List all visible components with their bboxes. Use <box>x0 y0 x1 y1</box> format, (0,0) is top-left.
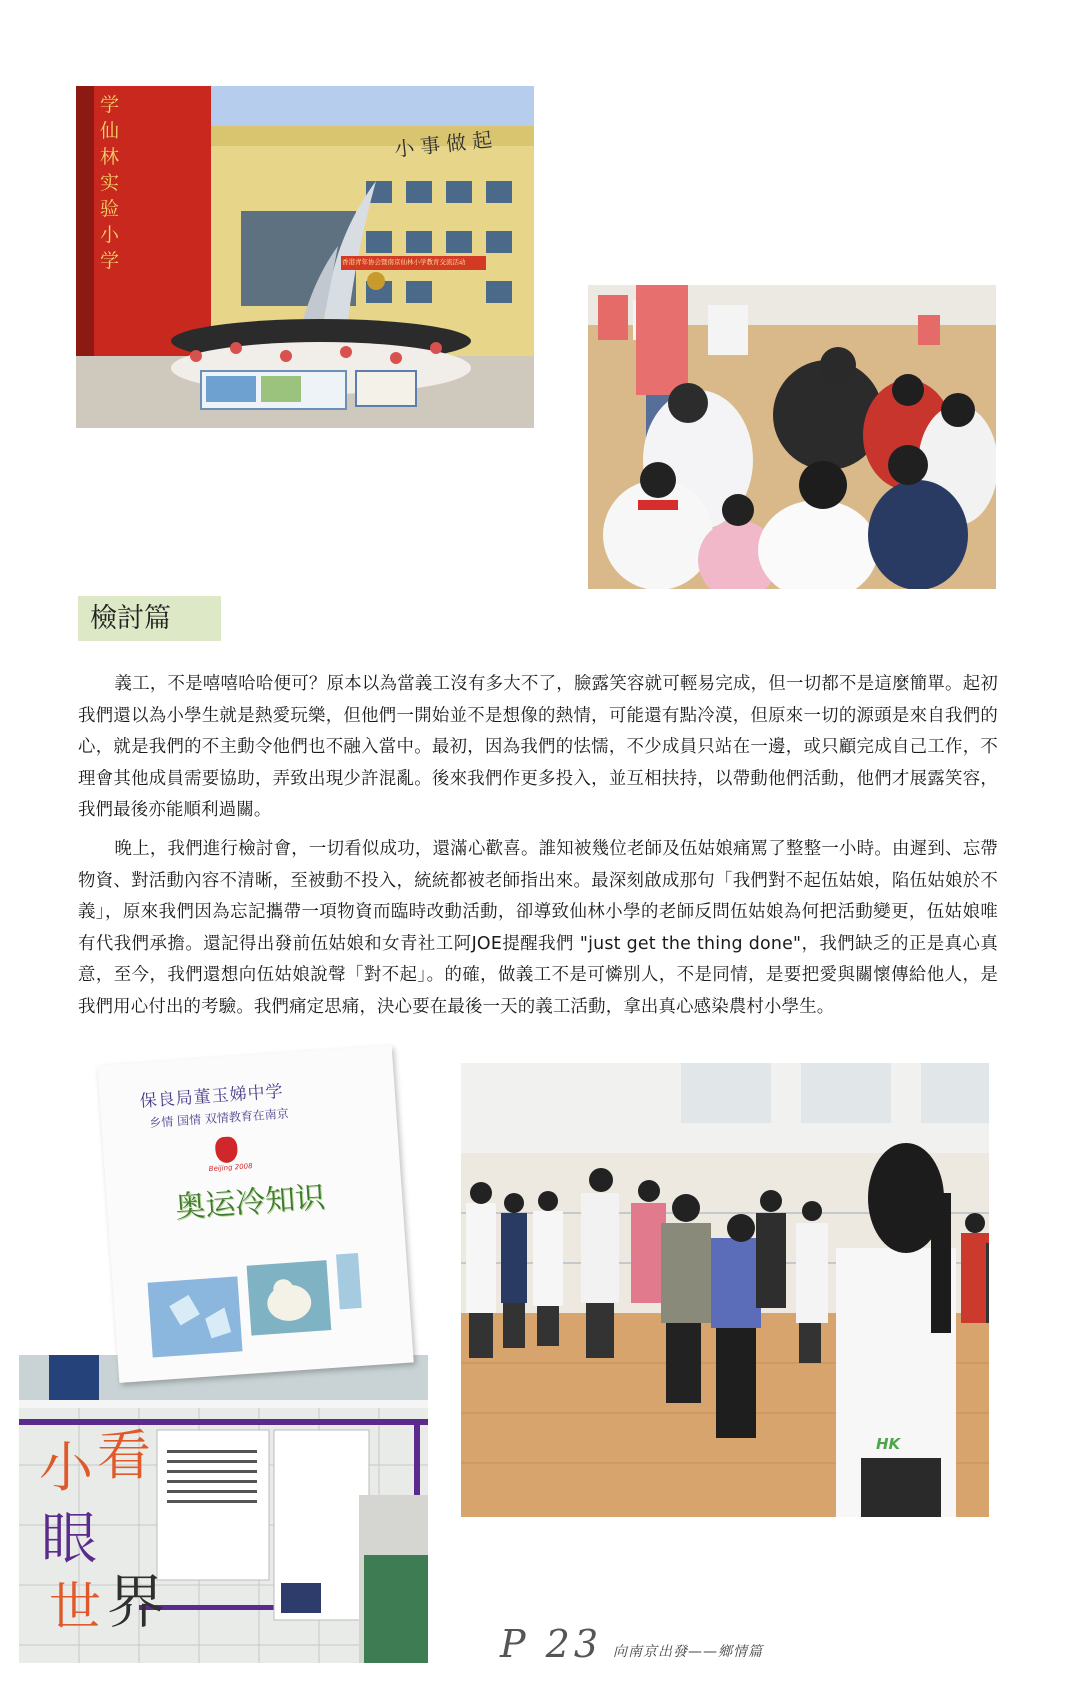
wall-char-3: 眼 <box>41 1507 97 1572</box>
wall-char-4: 世 <box>49 1578 102 1638</box>
poster-subheader: 乡情 国情 双情教育在南京 <box>148 1106 290 1131</box>
poster-title: 奥运冷知识 <box>174 1180 327 1226</box>
paragraph-1: 義工，不是嘻嘻哈哈便可？原本以為當義工沒有多大不了，臉露笑容就可輕易完成，但一切都不是這麼簡單。起初我們還以為小學生就是熱愛玩樂，但他們一開始並不是想像的熱情，可能還有點冷漠，但原來一切的源頭是來自我們的心，就是我們的不主動令他們也不融入當中。最初，因為我們的怯懦，不少成員只站在一邊，或只顧完成自己工作，不理會其他成員需要協助，弄致出現少許混亂。後來我們作更多投入，並互相扶持，以帶動他們活動，他們才展露笑容，我們最後亦能順利過關。 <box>78 674 998 820</box>
wall-char-2: 看 <box>97 1424 151 1487</box>
wall-char-1: 小 <box>39 1436 93 1499</box>
school-building-sign: 小事做起 <box>393 126 500 162</box>
footer-caption: 向南京出發——鄉情篇 <box>613 1644 763 1660</box>
paragraph-2: 晚上，我們進行檢討會，一切看似成功，還滿心歡喜。誰知被幾位老師及伍姑娘痛罵了整整一小時。由遲到、忘帶物資、對活動內容不清晰，至被動不投入，統統都被老師指出來。最深刻啟成那句「我們對不起伍姑娘，陷伍姑娘於不義」，原來我們因為忘記攜帶一項物資而臨時改動活動，卻導致仙林小學的老師反問伍姑娘為何把活動變更，伍姑娘唯有代我們承擔。還記得出發前伍姑娘和女青社工阿JOE提醒我們 "just get the thing done"，我們缺乏的正是真心真意，至今，我們還想向伍姑娘說聲「對不起」。的確，做義工不是可憐別人，不是同情，是要把愛與關懷傳給他人，是我們用心付出的考驗。我們痛定思痛，決心要在最後一天的義工活動，拿出真心感染農村小學生。 <box>78 839 998 1017</box>
gym-activity-photo <box>461 1063 989 1517</box>
olympic-poster-photo <box>97 1045 413 1383</box>
school-vertical-sign: 学仙林实验小学 <box>100 94 120 272</box>
section-title: 檢討篇 <box>78 596 221 641</box>
poster-header: 保良局董玉娣中学 <box>139 1081 285 1112</box>
wall-char-5: 界 <box>107 1568 166 1636</box>
gym-jacket-text: HK <box>876 1435 901 1453</box>
school-group-photo <box>76 86 534 428</box>
circle-game-photo <box>588 285 996 589</box>
poster-logo-text: Beijing 2008 <box>208 1162 253 1174</box>
olympic-logo-icon <box>215 1136 239 1163</box>
school-banner: 香港青年协会暨南京仙林小学教育交流活动 <box>342 258 466 266</box>
page-number: P 23 <box>500 1622 603 1666</box>
classroom-wall-photo <box>19 1355 428 1663</box>
